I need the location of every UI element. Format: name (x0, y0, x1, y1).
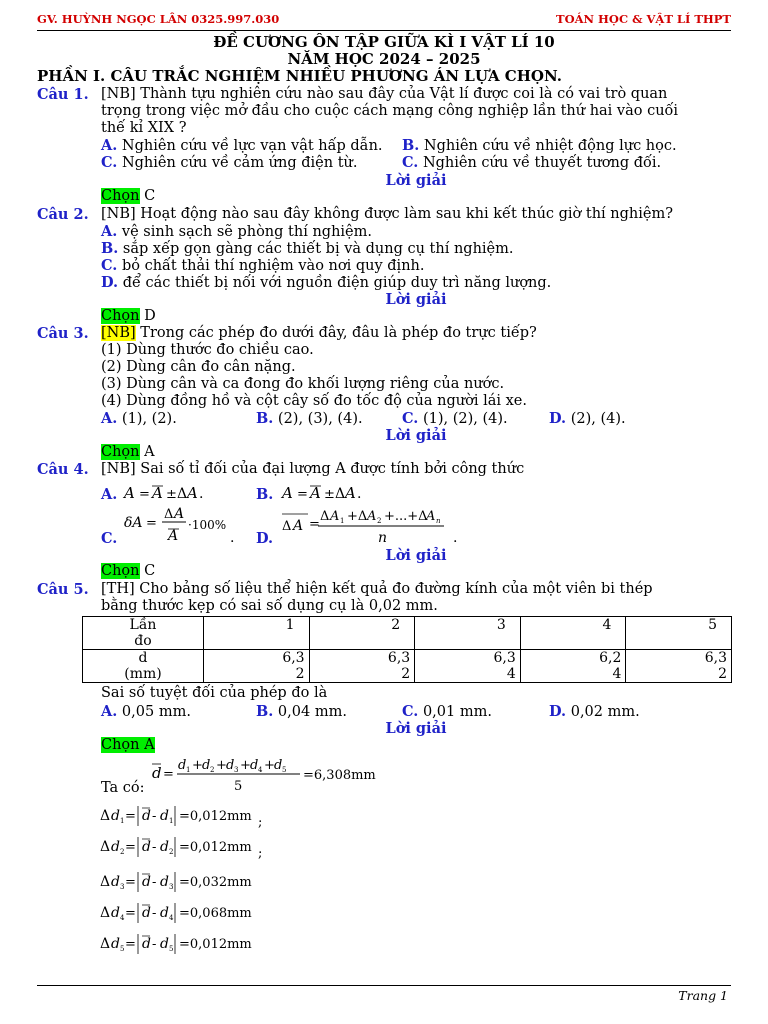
svg-text:-: - (152, 875, 157, 890)
q1-solution-heading: Lời giải (385, 172, 447, 189)
svg-text:2: 2 (169, 848, 174, 856)
svg-text:d: d (274, 758, 283, 773)
svg-text:+Δ: +Δ (347, 509, 368, 524)
q3-text: [NB] Trong các phép đo dưới đây, đâu là phép đo trực tiếp? (101, 325, 537, 341)
q5-text-1: [TH] Cho bảng số liệu thể hiện kết quả đo đường kính của một viên bi thép (101, 581, 653, 597)
q3-option-d: D. (2), (4). (549, 410, 626, 427)
q2-solution-heading: Lời giải (385, 291, 447, 308)
doc-subtitle: NĂM HỌC 2024 – 2025 (287, 50, 481, 68)
svg-text:-: - (152, 840, 157, 855)
svg-text:3: 3 (120, 883, 125, 891)
svg-text:A: A (330, 509, 340, 524)
q4-text: [NB] Sai số tỉ đối của đại lượng A được tính bởi công thức (101, 461, 525, 477)
q5-answer: Chọn A (101, 737, 155, 753)
svg-text:5: 5 (282, 766, 287, 774)
table-cell: 6,3 2 (204, 650, 310, 683)
svg-text:d: d (160, 808, 169, 824)
q4-label-a: A. (101, 486, 118, 503)
svg-text:2: 2 (120, 848, 125, 856)
q5-prompt: Sai số tuyệt đối của phép đo là (101, 685, 328, 701)
svg-text:;: ; (258, 815, 263, 830)
q3-answer: Chọn A (101, 444, 155, 460)
deviation-line-4 (100, 903, 252, 923)
q5-ta-co: Ta có: (101, 780, 145, 796)
svg-text:=0,012mm: =0,012mm (179, 809, 252, 824)
svg-text:Δ: Δ (100, 905, 111, 921)
q3-number: Câu 3. (37, 325, 89, 342)
svg-text:d: d (160, 936, 169, 952)
svg-text:A: A (187, 484, 198, 502)
table-col-header: 3 (415, 617, 521, 650)
svg-text:2: 2 (377, 517, 382, 525)
q3-item-3: (3) Dùng cân và ca đong đo khối lượng riêng của nước. (101, 376, 505, 392)
page-header (37, 12, 731, 30)
q5-number: Câu 5. (37, 581, 89, 598)
svg-text:5: 5 (234, 779, 243, 794)
deviation-line-1 (100, 806, 262, 830)
header-rule (37, 30, 731, 31)
svg-text:=: = (139, 487, 150, 502)
svg-text:d: d (142, 839, 151, 855)
svg-text:-: - (152, 937, 157, 952)
svg-text:δA: δA (124, 515, 143, 531)
q1-option-c: C. Nghiên cứu về cảm ứng điện từ. (101, 154, 358, 171)
q1-number: Câu 1. (37, 86, 89, 103)
svg-text:3: 3 (169, 883, 174, 891)
svg-text:+: + (192, 758, 203, 773)
svg-text:1: 1 (340, 517, 345, 525)
q4-label-c: C. (101, 530, 118, 547)
svg-text:.: . (230, 530, 235, 546)
svg-text:d: d (152, 764, 162, 782)
q3-item-2: (2) Dùng cân đo cân nặng. (101, 359, 296, 375)
svg-text:d: d (178, 758, 187, 773)
deviation-line-5 (100, 934, 252, 954)
svg-text:d: d (142, 905, 151, 921)
svg-text:5: 5 (169, 945, 174, 953)
q4-answer: Chọn C (101, 563, 156, 579)
svg-text:d: d (160, 839, 169, 855)
q1-answer: Chọn C (101, 188, 156, 204)
svg-text:=: = (146, 516, 157, 531)
svg-text:Δ: Δ (164, 507, 174, 522)
svg-text:2: 2 (210, 766, 215, 774)
svg-text:A: A (168, 528, 179, 544)
q3-solution-heading: Lời giải (385, 427, 447, 444)
measurement-table (82, 616, 732, 683)
svg-text:d: d (111, 839, 120, 855)
svg-text:1: 1 (186, 766, 191, 774)
svg-text:Δ: Δ (177, 486, 188, 502)
q2-option-b: B. sắp xếp gọn gàng các thiết bị và dụng cụ thí nghiệm. (101, 240, 514, 257)
svg-text:A: A (293, 518, 304, 534)
table-header-cell: d (mm) (83, 650, 204, 683)
svg-text:=: = (297, 487, 308, 502)
svg-text:1: 1 (120, 817, 125, 825)
svg-text:=: = (163, 767, 174, 782)
svg-text:Δ: Δ (282, 519, 292, 534)
svg-text:A: A (124, 484, 135, 502)
svg-text:=0,032mm: =0,032mm (179, 875, 252, 890)
q2-option-a: A. vệ sinh sạch sẽ phòng thí nghiệm. (101, 223, 372, 240)
q2-answer: Chọn D (101, 308, 156, 324)
mean-value: =6,308mm (303, 768, 376, 783)
q4-formula-d (280, 502, 465, 548)
svg-text:-: - (152, 809, 157, 824)
q1-text-3: thế kỉ XIX ? (101, 120, 187, 136)
svg-text:A: A (282, 484, 293, 502)
q5-solution-heading: Lời giải (385, 720, 447, 737)
svg-text:+...+Δ: +...+Δ (384, 509, 428, 524)
svg-text:5: 5 (120, 945, 125, 953)
table-cell: 6,3 4 (415, 650, 521, 683)
table-col-header: 4 (520, 617, 626, 650)
svg-text:=: = (125, 875, 136, 890)
svg-text:d: d (202, 758, 211, 773)
table-row (83, 650, 732, 683)
svg-text:Δ: Δ (335, 486, 346, 502)
q5-option-d: D. 0,02 mm. (549, 703, 640, 720)
svg-text:Δ: Δ (100, 839, 111, 855)
svg-text:+: + (240, 758, 251, 773)
q1-option-d: C. Nghiên cứu về thuyết tương đối. (402, 154, 662, 171)
q4-formula-c (124, 502, 244, 548)
svg-text:A: A (174, 506, 185, 522)
svg-text:A: A (310, 484, 321, 502)
svg-text:Δ: Δ (100, 936, 111, 952)
svg-text:=: = (309, 517, 320, 532)
deviation-line-3 (100, 872, 252, 892)
svg-text:.: . (357, 486, 362, 502)
q3-option-b: B. (2), (3), (4). (256, 410, 363, 427)
svg-text:A: A (367, 509, 377, 524)
svg-text:+: + (216, 758, 227, 773)
svg-text:Δ: Δ (100, 808, 111, 824)
header-subject: TOÁN HỌC & VẬT LÍ THPT (556, 12, 731, 26)
q4-label-d: D. (256, 530, 274, 547)
table-col-header: 1 (204, 617, 310, 650)
svg-text:=0,012mm: =0,012mm (179, 840, 252, 855)
q1-option-b: B. Nghiên cứu về nhiệt động lực học. (402, 137, 677, 154)
table-row (83, 617, 732, 650)
q2-option-d: D. để các thiết bị nối với nguồn điện giúp duy trì năng lượng. (101, 274, 552, 291)
svg-text:=0,068mm: =0,068mm (179, 906, 252, 921)
svg-text:A: A (426, 509, 436, 524)
svg-text:Δ: Δ (320, 509, 330, 524)
q3-option-a: A. (1), (2). (101, 410, 177, 427)
q1-option-a: A. Nghiên cứu về lực vạn vật hấp dẫn. (101, 137, 383, 154)
svg-text:d: d (142, 808, 151, 824)
mean-formula (150, 752, 390, 796)
svg-text:d: d (142, 874, 151, 890)
q3-item-1: (1) Dùng thước đo chiều cao. (101, 342, 314, 358)
part-heading: PHẦN I. CÂU TRẮC NGHIỆM NHIỀU PHƯƠNG ÁN LỰA CHỌN. (37, 67, 562, 85)
q4-number: Câu 4. (37, 461, 89, 478)
table-header-cell: Lần đo (83, 617, 204, 650)
svg-text:=0,012mm: =0,012mm (179, 937, 252, 952)
svg-text:=: = (125, 906, 136, 921)
q5-option-b: B. 0,04 mm. (256, 703, 347, 720)
svg-text:±: ± (324, 487, 335, 502)
footer-rule (37, 985, 731, 986)
q2-option-c: C. bỏ chất thải thí nghiệm vào nơi quy định. (101, 257, 425, 274)
svg-text:3: 3 (234, 766, 239, 774)
svg-text:d: d (160, 905, 169, 921)
table-cell: 6,3 2 (309, 650, 415, 683)
svg-text:±: ± (166, 487, 177, 502)
svg-text:=: = (125, 937, 136, 952)
table-col-header: 2 (309, 617, 415, 650)
svg-text:d: d (226, 758, 235, 773)
q4-label-b: B. (256, 486, 274, 503)
svg-text:d: d (142, 936, 151, 952)
q3-item-4: (4) Dùng đồng hồ và cột cây số đo tốc độ của người lái xe. (101, 393, 527, 409)
svg-text:.: . (199, 486, 204, 502)
deviation-line-2 (100, 837, 262, 861)
q5-option-c: C. 0,01 mm. (402, 703, 492, 720)
deviation-formulas (100, 800, 300, 970)
table-cell: 6,2 4 (520, 650, 626, 683)
svg-text:A: A (152, 484, 163, 502)
table-col-header: 5 (626, 617, 732, 650)
q2-number: Câu 2. (37, 206, 89, 223)
svg-text:d: d (250, 758, 259, 773)
svg-text:4: 4 (169, 914, 174, 922)
q3-option-c: C. (1), (2), (4). (402, 410, 508, 427)
svg-text:.: . (453, 530, 458, 546)
svg-text:d: d (111, 808, 120, 824)
q1-text-1: [NB] Thành tựu nghiên cứu nào sau đây của Vật lí được coi là có vai trò quan (101, 86, 668, 102)
svg-text:n: n (378, 530, 388, 546)
svg-text:d: d (160, 874, 169, 890)
q5-text-2: bằng thước kẹp có sai số dụng cụ là 0,02 mm. (101, 598, 438, 614)
q1-text-2: trọng trong việc mở đầu cho cuộc cách mạng công nghiệp lần thứ hai vào cuối (101, 103, 679, 119)
svg-text:d: d (111, 874, 120, 890)
svg-text:·100%: ·100% (188, 518, 227, 532)
doc-title: ĐỀ CƯƠNG ÔN TẬP GIỮA KÌ I VẬT LÍ 10 (213, 33, 555, 51)
svg-text:;: ; (258, 846, 263, 861)
svg-text:4: 4 (258, 766, 263, 774)
svg-text:A: A (345, 484, 356, 502)
q5-option-a: A. 0,05 mm. (101, 703, 191, 720)
q4-solution-heading: Lời giải (385, 547, 447, 564)
svg-text:d: d (111, 905, 120, 921)
svg-text:+: + (264, 758, 275, 773)
svg-text:Δ: Δ (100, 874, 111, 890)
svg-text:=: = (125, 809, 136, 824)
svg-text:1: 1 (169, 817, 174, 825)
svg-text:4: 4 (120, 914, 125, 922)
table-cell: 6,3 2 (626, 650, 732, 683)
svg-text:-: - (152, 906, 157, 921)
q2-text: [NB] Hoạt động nào sau đây không được làm sau khi kết thúc giờ thí nghiệm? (101, 206, 674, 222)
svg-text:d: d (111, 936, 120, 952)
svg-text:=: = (125, 840, 136, 855)
svg-text:n: n (436, 517, 441, 525)
page-number: Trang 1 (678, 988, 728, 1003)
header-author: GV. HUỲNH NGỌC LÂN 0325.997.030 (37, 12, 280, 26)
